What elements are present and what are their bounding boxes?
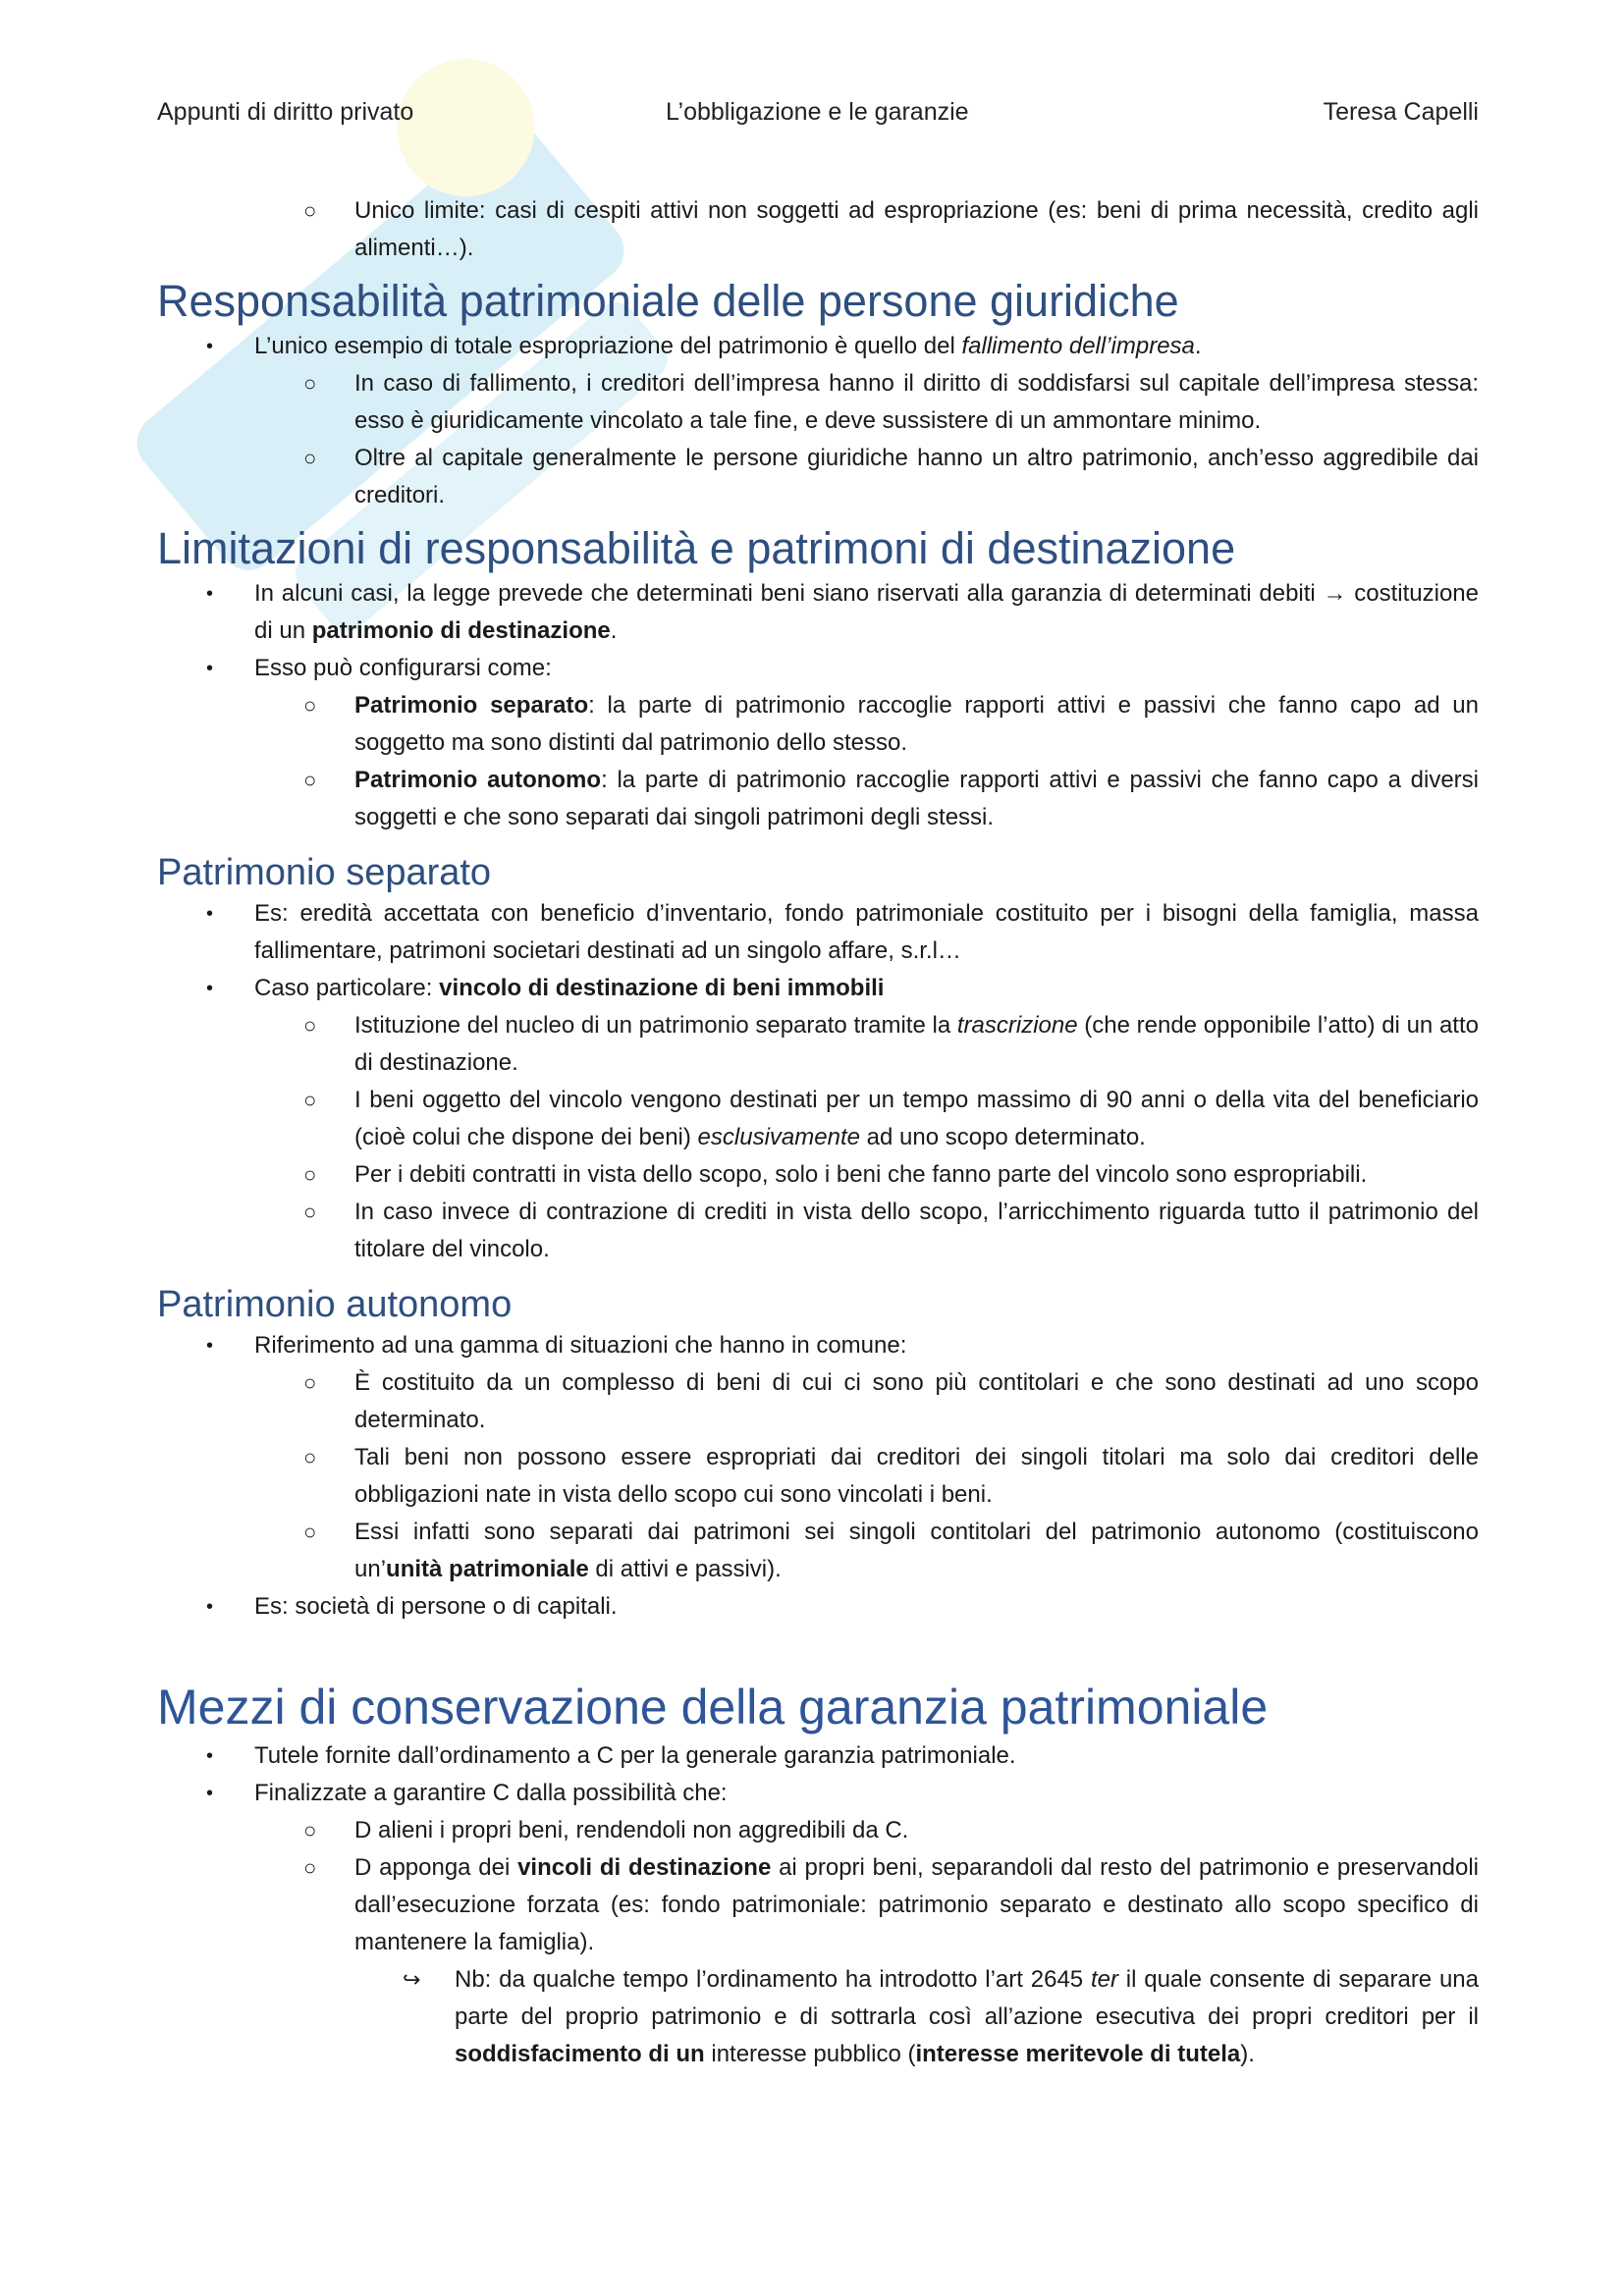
list-item: ↪ Nb: da qualche tempo l’ordinamento ha introdotto l’art 2645 ter il quale consente di separare una parte del proprio patrimonio e di sottrarla così all’azione esecutiva dei propri creditori per il soddisfacimento di un interesse pubblico (interesse meritevole di tutela).	[157, 1961, 1479, 2073]
bullet-circle-icon: ○	[303, 1520, 317, 1544]
bullet-circle-icon: ○	[303, 1370, 317, 1395]
bullet-circle-icon: ○	[303, 1855, 317, 1880]
bullet-dot-icon: •	[206, 1745, 214, 1767]
document-body	[157, 192, 1479, 2073]
list-item: ○ Patrimonio autonomo: la parte di patrimonio raccoglie rapporti attivi e passivi che fanno capo a diversi soggetti e che sono separati dai singoli patrimoni degli stessi.	[157, 762, 1479, 836]
section-heading: Limitazioni di responsabilità e patrimoni di destinazione	[157, 523, 1236, 573]
bullet-circle-icon: ○	[303, 768, 317, 792]
bullet-dot-icon: •	[206, 1335, 214, 1357]
header-author: Teresa Capelli	[1323, 98, 1479, 126]
subsection-heading: Patrimonio autonomo	[157, 1284, 513, 1325]
list-item: • Esso può configurarsi come:	[157, 650, 1479, 687]
list-item: • Es: società di persone o di capitali.	[157, 1588, 1479, 1626]
list-item: • Caso particolare: vincolo di destinazione di beni immobili	[157, 970, 1479, 1007]
list-item: • Es: eredità accettata con beneficio d’inventario, fondo patrimoniale costituito per i bisogni della famiglia, massa fallimentare, patrimoni societari destinati ad un singolo affare, s.r.l…	[157, 895, 1479, 970]
section-heading: Mezzi di conservazione della garanzia patrimoniale	[157, 1680, 1269, 1735]
bullet-circle-icon: ○	[303, 1818, 317, 1842]
bullet-circle-icon: ○	[303, 198, 317, 223]
list-item: • In alcuni casi, la legge prevede che determinati beni siano riservati alla garanzia di determinati debiti → costituzione di un patrimonio di destinazione.	[157, 575, 1479, 650]
bullet-circle-icon: ○	[303, 371, 317, 396]
header-topic: L’obbligazione e le garanzie	[666, 98, 969, 126]
bullet-dot-icon: •	[206, 978, 214, 999]
bullet-circle-icon: ○	[303, 1200, 317, 1224]
list-item: ○ D alieni i propri beni, rendendoli non aggredibili da C.	[157, 1812, 1479, 1849]
list-item: • L’unico esempio di totale espropriazione del patrimonio è quello del fallimento dell’impresa.	[157, 328, 1479, 365]
bullet-dot-icon: •	[206, 1783, 214, 1804]
section-heading: Responsabilità patrimoniale delle persone giuridiche	[157, 276, 1179, 326]
bullet-circle-icon: ○	[303, 693, 317, 718]
bullet-arrow-icon: ↪	[403, 1967, 421, 1992]
list-item: • Riferimento ad una gamma di situazioni che hanno in comune:	[157, 1327, 1479, 1364]
list-item: ○ Per i debiti contratti in vista dello scopo, solo i beni che fanno parte del vincolo sono espropriabili.	[157, 1156, 1479, 1194]
bullet-dot-icon: •	[206, 658, 214, 679]
list-item: ○ Istituzione del nucleo di un patrimonio separato tramite la trascrizione (che rende opponibile l’atto) di un atto di destinazione.	[157, 1007, 1479, 1082]
list-item: ○ È costituito da un complesso di beni di cui ci sono più contitolari e che sono destinati ad uno scopo determinato.	[157, 1364, 1479, 1439]
list-item: ○ Patrimonio separato: la parte di patrimonio raccoglie rapporti attivi e passivi che fanno capo ad un soggetto ma sono distinti dal patrimonio dello stesso.	[157, 687, 1479, 762]
bullet-dot-icon: •	[206, 336, 214, 357]
list-item: • Tutele fornite dall’ordinamento a C per la generale garanzia patrimoniale.	[157, 1737, 1479, 1775]
list-item: • Finalizzate a garantire C dalla possibilità che:	[157, 1775, 1479, 1812]
bullet-dot-icon: •	[206, 583, 214, 605]
bullet-dot-icon: •	[206, 903, 214, 925]
page-header	[157, 98, 1479, 137]
list-item: ○ I beni oggetto del vincolo vengono destinati per un tempo massimo di 90 anni o della vita del beneficiario (cioè colui che dispone dei beni) esclusivamente ad uno scopo determinato.	[157, 1082, 1479, 1156]
subsection-heading: Patrimonio separato	[157, 852, 492, 893]
list-item: ○ D apponga dei vincoli di destinazione ai propri beni, separandoli dal resto del patrimonio e preservandoli dall’esecuzione forzata (es: fondo patrimoniale: patrimonio separato e destinato allo scopo specifico di mantenere la famiglia).	[157, 1849, 1479, 1961]
list-item: ○ Oltre al capitale generalmente le persone giuridiche hanno un altro patrimonio, anch’esso aggredibile dai creditori.	[157, 440, 1479, 514]
list-item: ○ Essi infatti sono separati dai patrimoni sei singoli contitolari del patrimonio autonomo (costituiscono un’unità patrimoniale di attivi e passivi).	[157, 1514, 1479, 1588]
list-item: ○ In caso invece di contrazione di crediti in vista dello scopo, l’arricchimento riguarda tutto il patrimonio del titolare del vincolo.	[157, 1194, 1479, 1268]
bullet-circle-icon: ○	[303, 1445, 317, 1469]
list-item: ○ In caso di fallimento, i creditori dell’impresa hanno il diritto di soddisfarsi sul capitale dell’impresa stessa: esso è giuridicamente vincolato a tale fine, e deve sussistere di un ammontare minimo.	[157, 365, 1479, 440]
bullet-circle-icon: ○	[303, 1088, 317, 1112]
list-item: ○ Unico limite: casi di cespiti attivi non soggetti ad espropriazione (es: beni di prima necessità, credito agli alimenti…).	[157, 192, 1479, 267]
header-course: Appunti di diritto privato	[157, 98, 414, 126]
bullet-dot-icon: •	[206, 1596, 214, 1618]
list-item: ○ Tali beni non possono essere espropriati dai creditori dei singoli titolari ma solo dai creditori delle obbligazioni nate in vista dello scopo cui sono vincolati i beni.	[157, 1439, 1479, 1514]
bullet-circle-icon: ○	[303, 446, 317, 470]
bullet-circle-icon: ○	[303, 1162, 317, 1187]
bullet-circle-icon: ○	[303, 1013, 317, 1038]
